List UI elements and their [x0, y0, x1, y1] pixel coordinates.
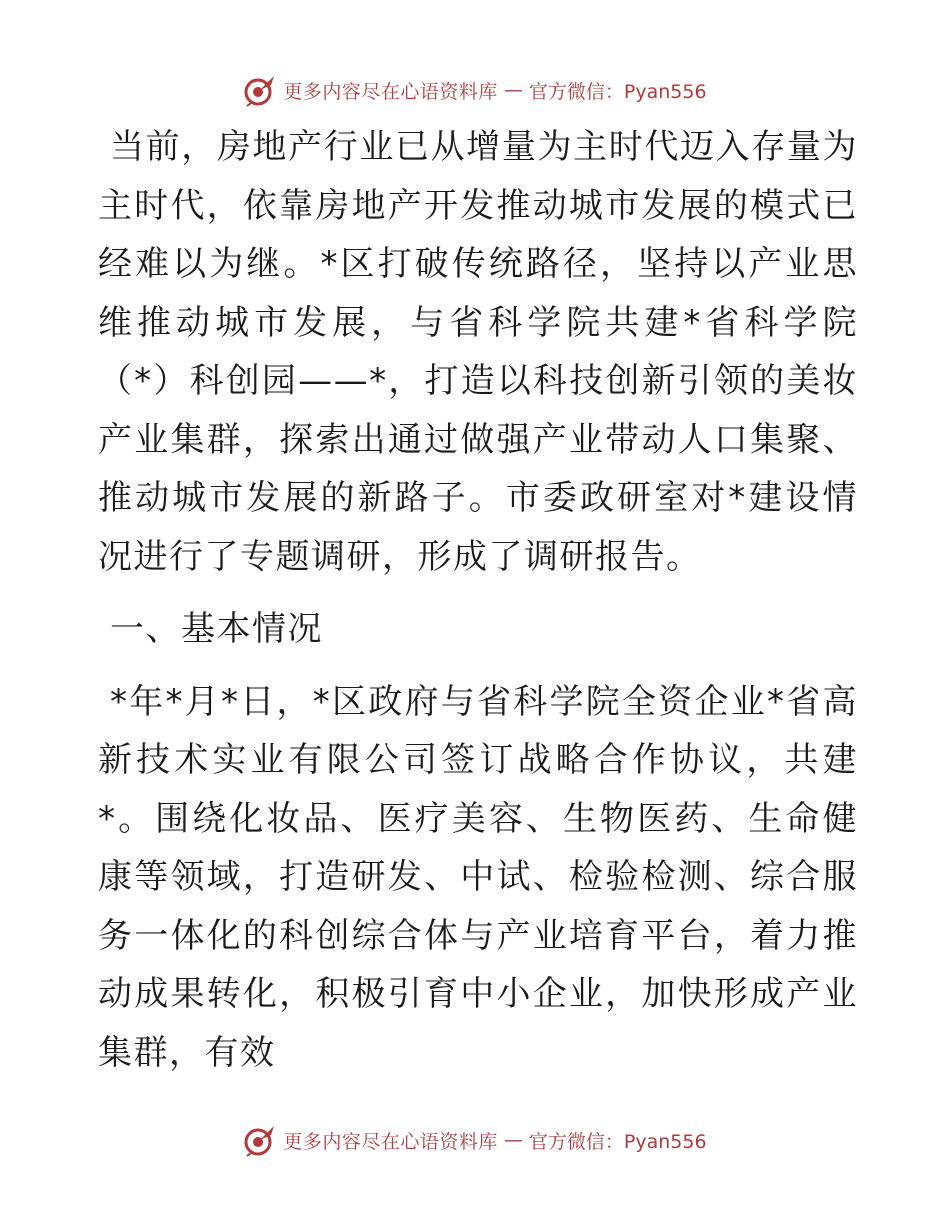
paragraph-intro: 当前，房地产行业已从增量为主时代迈入存量为主时代，依靠房地产开发推动城市发展的模式已经难以为继。*区打破传统路径，坚持以产业思维推动城市发展，与省科学院共建*省科学院（*）科创园——*，打造以科技创新引领的美妆产业集群，探索出通过做强产业带动人口集聚、推动城市发展的新路子。市委政研室对*建设情况进行了专题调研，形成了调研报告。: [98, 127, 858, 577]
document-body: [98, 118, 858, 1082]
quill-pen-icon: [243, 73, 277, 107]
header-watermark: [0, 70, 950, 110]
watermark-brand: 更多内容尽在心语资料库: [283, 80, 498, 103]
footer-watermark: [0, 1120, 950, 1160]
watermark-contact: 官方微信：Pyan556: [528, 1130, 707, 1153]
paragraph-basic-situation: *年*月*日，*区政府与省科学院全资企业*省高新技术实业有限公司签订战略合作协议，共建*。围绕化妆品、医疗美容、生物医药、生命健康等领域，打造研发、中试、检验检测、综合服务一体化的科创综合体与产业培育平台，着力推动成果转化，积极引育中小企业，加快形成产业集群，有效: [98, 681, 858, 1073]
section-heading: 一、基本情况: [110, 609, 323, 649]
watermark-contact: 官方微信：Pyan556: [528, 80, 707, 103]
watermark-dash: —: [503, 79, 523, 101]
quill-pen-icon: [243, 1123, 277, 1157]
watermark-dash: —: [503, 1129, 523, 1151]
watermark-brand: 更多内容尽在心语资料库: [283, 1130, 498, 1153]
